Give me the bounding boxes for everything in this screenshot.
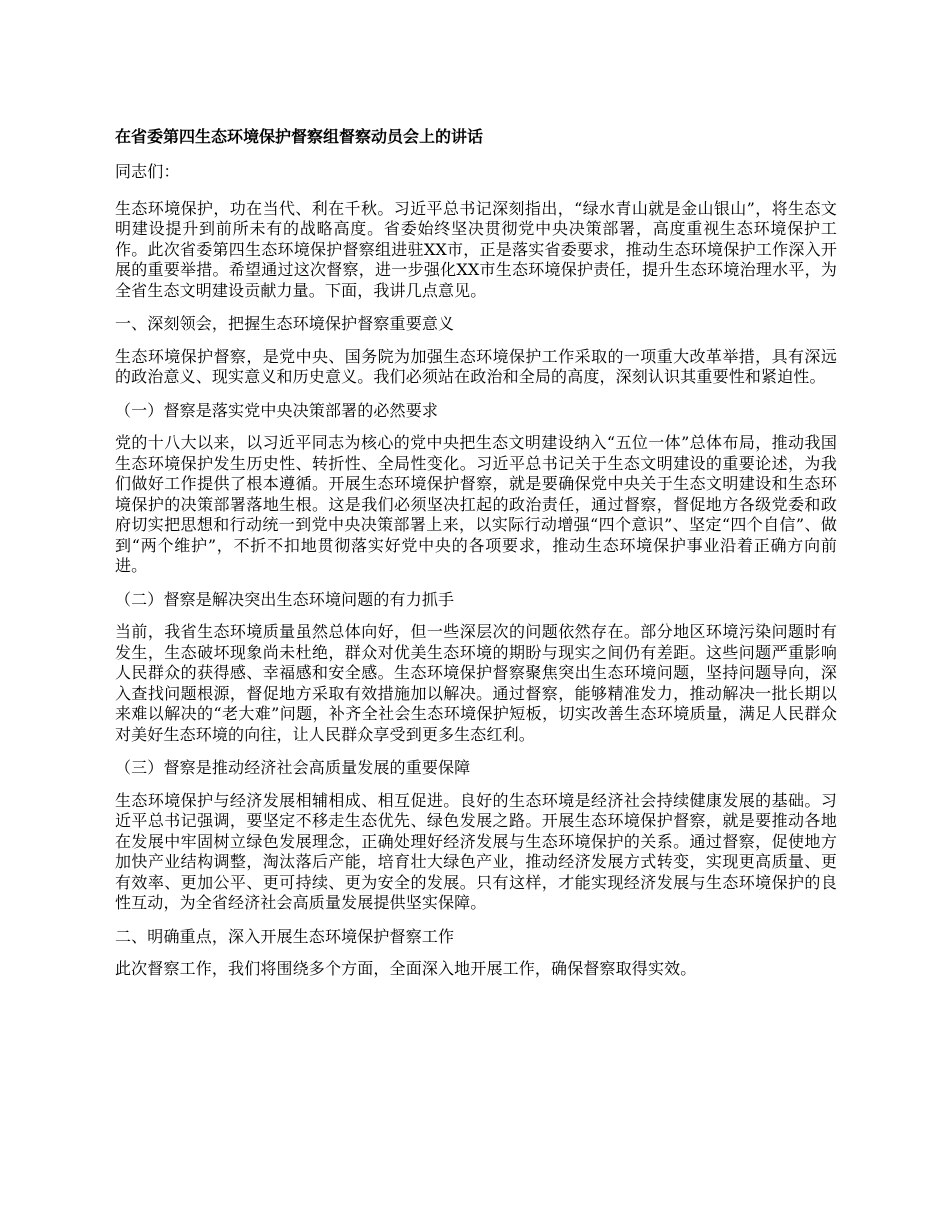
section-heading-1: 一、深刻领会，把握生态环境保护督察重要意义 bbox=[115, 314, 455, 333]
paragraph-intro: 生态环境保护，功在当代、利在千秋。习近平总书记深刻指出，“绿水青山就是金山银山”，将生态文明建设提升到前所未有的战略高度。省委始终坚决贯彻党中央决策部署，高度重视生态环境保护工作。此次省委第四生态环境保护督察组进驻XX市，正是落实省委要求，推动生态环境保护工作深入开展的重要举措。希望通过这次督察，进一步强化XX市生态环境保护责任，提升生态环境治理水平，为全省生态文明建设贡献力量。下面，我讲几点意见。 bbox=[115, 198, 837, 300]
section-heading-2: 二、明确重点，深入开展生态环境保护督察工作 bbox=[115, 926, 455, 946]
paragraph-subsection-3: 生态环境保护与经济发展相辅相成、相互促进。良好的生态环境是经济社会持续健康发展的基础。习近平总书记强调，要坚定不移走生态优先、绿色发展之路。开展生态环境保护督察，就是要推动各地在发展中牢固树立绿色发展理念，正确处理好经济发展与生态环境保护的关系。通过督察，促使地方加快产业结构调整，淘汰落后产能，培育壮大绿色产业，推动经济发展方式转变，实现更高质量、更有效率、更加公平、更可持续、更为安全的发展。只有这样，才能实现经济发展与生态环境保护的良性互动，为全省经济社会高质量发展提供坚实保障。 bbox=[115, 790, 837, 912]
subsection-heading-2: （二）督察是解决突出生态环境问题的有力抓手 bbox=[115, 589, 455, 609]
document-title: 在省委第四生态环境保护督察组督察动员会上的讲话 bbox=[115, 127, 484, 146]
paragraph-significance: 生态环境保护督察，是党中央、国务院为加强生态环境保护工作采取的一项重大改革举措，具有深远的政治意义、现实意义和历史意义。我们必须站在政治和全局的高度，深刻认识其重要性和紧迫性。 bbox=[115, 346, 837, 386]
subsection-heading-1: （一）督察是落实党中央决策部署的必然要求 bbox=[115, 400, 439, 420]
salutation: 同志们： bbox=[115, 162, 180, 181]
paragraph-section-2: 此次督察工作，我们将围绕多个方面，全面深入地开展工作，确保督察取得实效。 bbox=[115, 959, 697, 978]
subsection-heading-3: （三）督察是推动经济社会高质量发展的重要保障 bbox=[115, 758, 471, 777]
paragraph-subsection-2: 当前，我省生态环境质量虽然总体向好，但一些深层次的问题依然存在。部分地区环境污染问题时有发生，生态破坏现象尚未杜绝，群众对优美生态环境的期盼与现实之间仍有差距。这些问题严重影响人民群众的获得感、幸福感和安全感。生态环境保护督察聚焦突出生态环境问题，坚持问题导向，深入查找问题根源，督促地方采取有效措施加以解决。通过督察，能够精准发力，推动解决一批长期以来难以解决的“老大难”问题，补齐全社会生态环境保护短板，切实改善生态环境质量，满足人民群众对美好生态环境的向往，让人民群众享受到更多生态红利。 bbox=[115, 622, 837, 744]
paragraph-subsection-1: 党的十八大以来，以习近平同志为核心的党中央把生态文明建设纳入“五位一体”总体布局，推动我国生态环境保护发生历史性、转折性、全局性变化。习近平总书记关于生态文明建设的重要论述，为我们做好工作提供了根本遵循。开展生态环境保护督察，就是要确保党中央关于生态文明建设和生态环境保护的决策部署落地生根。这是我们必须坚决扛起的政治责任，通过督察，督促地方各级党委和政府切实把思想和行动统一到党中央决策部署上来，以实际行动增强“四个意识”、坚定“四个自信”、做到“两个维护”，不折不扣地贯彻落实好党中央的各项要求，推动生态环境保护事业沿着正确方向前进。 bbox=[115, 433, 837, 575]
document-page bbox=[115, 126, 837, 993]
